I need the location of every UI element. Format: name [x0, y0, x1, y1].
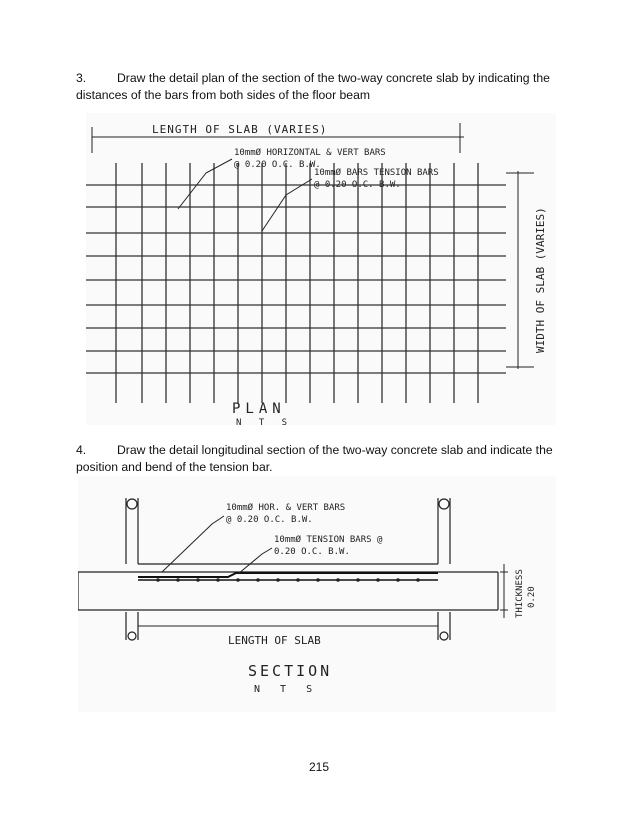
section-rebar-note-2b: 0.20 O.C. B.W.: [274, 547, 350, 557]
section-rebar-note-2: 10mmØ TENSION BARS @: [274, 535, 383, 545]
plan-title: PLAN: [232, 401, 286, 417]
section-subtitle: N T S: [254, 684, 320, 695]
plan-width-label: WIDTH OF SLAB (VARIES): [534, 207, 547, 353]
plan-rebar-note-2: 10mmØ BARS TENSION BARS: [314, 168, 439, 178]
question-4: [76, 442, 566, 476]
plan-rebar-note-1b: @ 0.20 O.C. B.W.: [234, 160, 321, 170]
section-rebar-note-1b: @ 0.20 O.C. B.W.: [226, 515, 313, 525]
plan-rebar-note-2b: @ 0.20 O.C. B.W.: [314, 180, 401, 190]
question-4-number: 4.: [76, 443, 87, 457]
plan-drawing: [86, 113, 556, 425]
section-sketch: [78, 476, 556, 712]
plan-length-label: LENGTH OF SLAB (VARIES): [152, 123, 328, 136]
section-rebar-note-1: 10mmØ HOR. & VERT BARS: [226, 503, 346, 513]
question-3-text-line2: distances of the bars from both sides of the floor beam: [76, 88, 371, 102]
section-thickness-label: THICKNESS: [515, 569, 525, 618]
question-4-text-line1: Draw the detail longitudinal section of the two-way concrete slab and indicate the: [117, 443, 553, 457]
plan-rebar-note-1: 10mmØ HORIZONTAL & VERT BARS: [234, 148, 386, 158]
question-3: [76, 70, 566, 104]
question-3-text-line1: Draw the detail plan of the section of the two-way concrete slab by indicating the: [117, 71, 550, 85]
plan-sketch: [86, 113, 556, 425]
section-title: SECTION: [248, 662, 333, 680]
question-3-number: 3.: [76, 71, 87, 85]
section-drawing: [78, 476, 556, 712]
section-thickness-value: 0.20: [527, 586, 537, 608]
question-4-text-line2: position and bend of the tension bar.: [76, 460, 273, 474]
section-length-label: LENGTH OF SLAB: [228, 634, 321, 647]
page-number: 215: [308, 760, 330, 774]
plan-subtitle: N T S: [236, 418, 294, 425]
